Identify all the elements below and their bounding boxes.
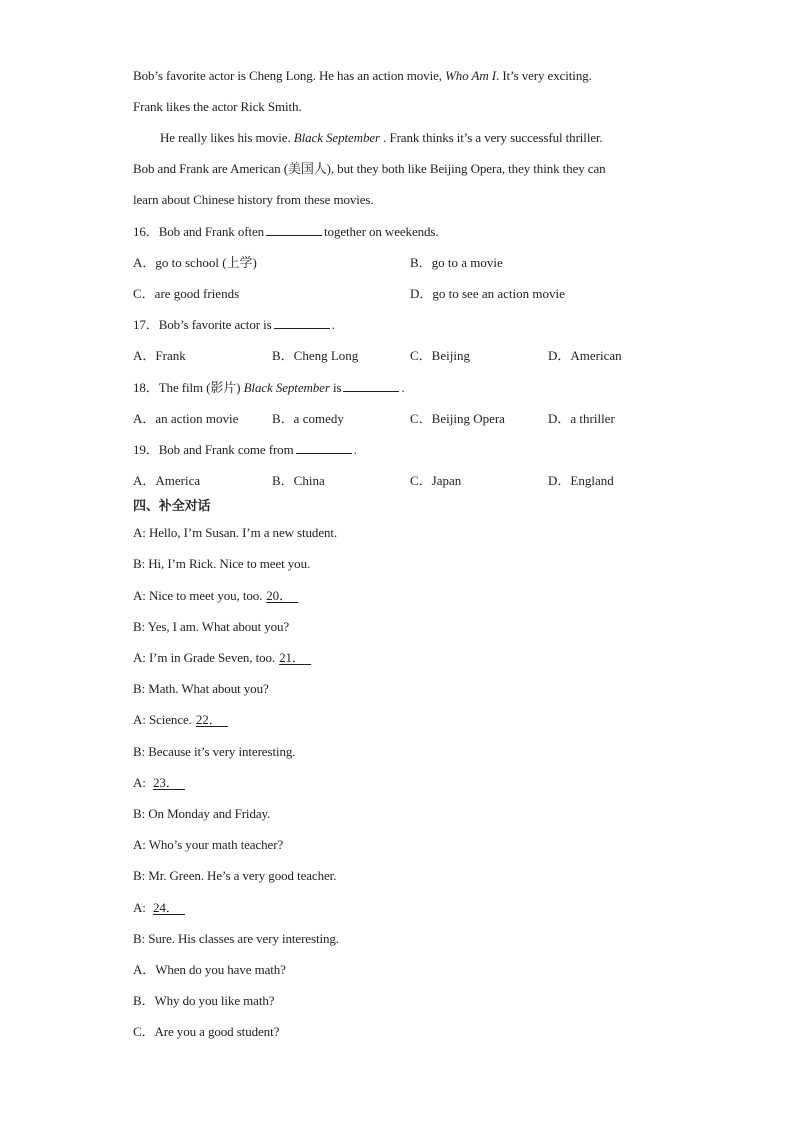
dialogue-line-5: A: I’m in Grade Seven, too. 21． [133,649,311,667]
question-16-option-a: A．go to school (上学) [133,255,257,270]
passage-line-3 [160,129,603,147]
dialogue-line-8: B: Because it’s very interesting. [133,744,296,759]
question-18-option-c: C．Beijing Opera [410,411,505,426]
answer-blank-20: 20． [266,588,292,603]
question-19-option-a: A．America [133,473,201,488]
passage-line-4: Bob and Frank are American (美国人), but they both like Beijing Opera, they think they can [133,161,606,176]
answer-blank-21: 21． [279,650,305,665]
passage-text: . Frank thinks it’s a very successful thriller. [380,130,603,145]
movie-title: Black September [293,130,380,145]
dialogue-line-4: B: Yes, I am. What about you? [133,619,290,634]
question-18-option-a: A．an action movie [133,411,239,426]
dialogue-line-3: A: Nice to meet you, too. 20． [133,587,298,605]
question-16-stem: 16．Bob and Frank often together on weekends. [133,224,439,239]
choice-c: C．Are you a good student? [133,1024,280,1039]
passage-line-2: Frank likes the actor Rick Smith. [133,99,302,114]
question-19-stem: 19．Bob and Frank come from . [133,442,357,457]
question-16-option-d: D．go to see an action movie [410,286,565,301]
movie-title: Who Am I [445,68,497,83]
dialogue-line-9: A: 23． [133,774,185,792]
passage-text: He really likes his movie. [160,130,294,145]
dialogue-line-7: A: Science. 22． [133,711,228,729]
question-19-option-c: C．Japan [410,473,462,488]
answer-blank-22: 22． [195,712,222,727]
dialogue-line-10: B: On Monday and Friday. [133,806,271,821]
dialogue-line-13: A: 24． [133,899,185,917]
question-18-option-d: D．a thriller [548,411,615,426]
answer-blank [266,223,322,236]
question-18-stem: 18．The film (影片) Black September is . [133,380,405,395]
question-17-option-b: B．Cheng Long [272,348,359,363]
question-16-option-b: B．go to a movie [410,255,503,270]
answer-blank [296,441,352,454]
question-19-option-b: B．China [272,473,325,488]
dialogue-line-14: B: Sure. His classes are very interesting. [133,931,339,946]
dialogue-line-2: B: Hi, I’m Rick. Nice to meet you. [133,556,311,571]
dialogue-line-11: A: Who’s your math teacher? [133,837,284,852]
passage-text: . It’s very exciting. [496,68,592,83]
passage-text: Bob’s favorite actor is Cheng Long. He has an action movie, [133,68,446,83]
answer-blank-23: 23． [152,775,179,790]
question-17-option-d: D．American [548,348,622,363]
answer-blank [274,316,330,329]
question-17-stem: 17．Bob’s favorite actor is . [133,317,335,332]
dialogue-line-1: A: Hello, I’m Susan. I’m a new student. [133,525,338,540]
passage-line-5: learn about Chinese history from these movies. [133,192,374,207]
choice-a: A．When do you have math? [133,962,286,977]
choice-b: B．Why do you like math? [133,993,275,1008]
question-18-option-b: B．a comedy [272,411,344,426]
passage-line-1 [133,67,592,85]
dialogue-line-12: B: Mr. Green. He’s a very good teacher. [133,868,337,883]
question-16-option-c: C．are good friends [133,286,240,301]
answer-blank-24: 24． [152,900,179,915]
question-17-option-a: A．Frank [133,348,186,363]
answer-blank [343,379,399,392]
movie-title: Black September [243,380,330,395]
question-19-option-d: D．England [548,473,614,488]
question-17-option-c: C．Beijing [410,348,470,363]
dialogue-line-6: B: Math. What about you? [133,681,269,696]
section-4-title: 四、补全对话 [133,499,211,514]
